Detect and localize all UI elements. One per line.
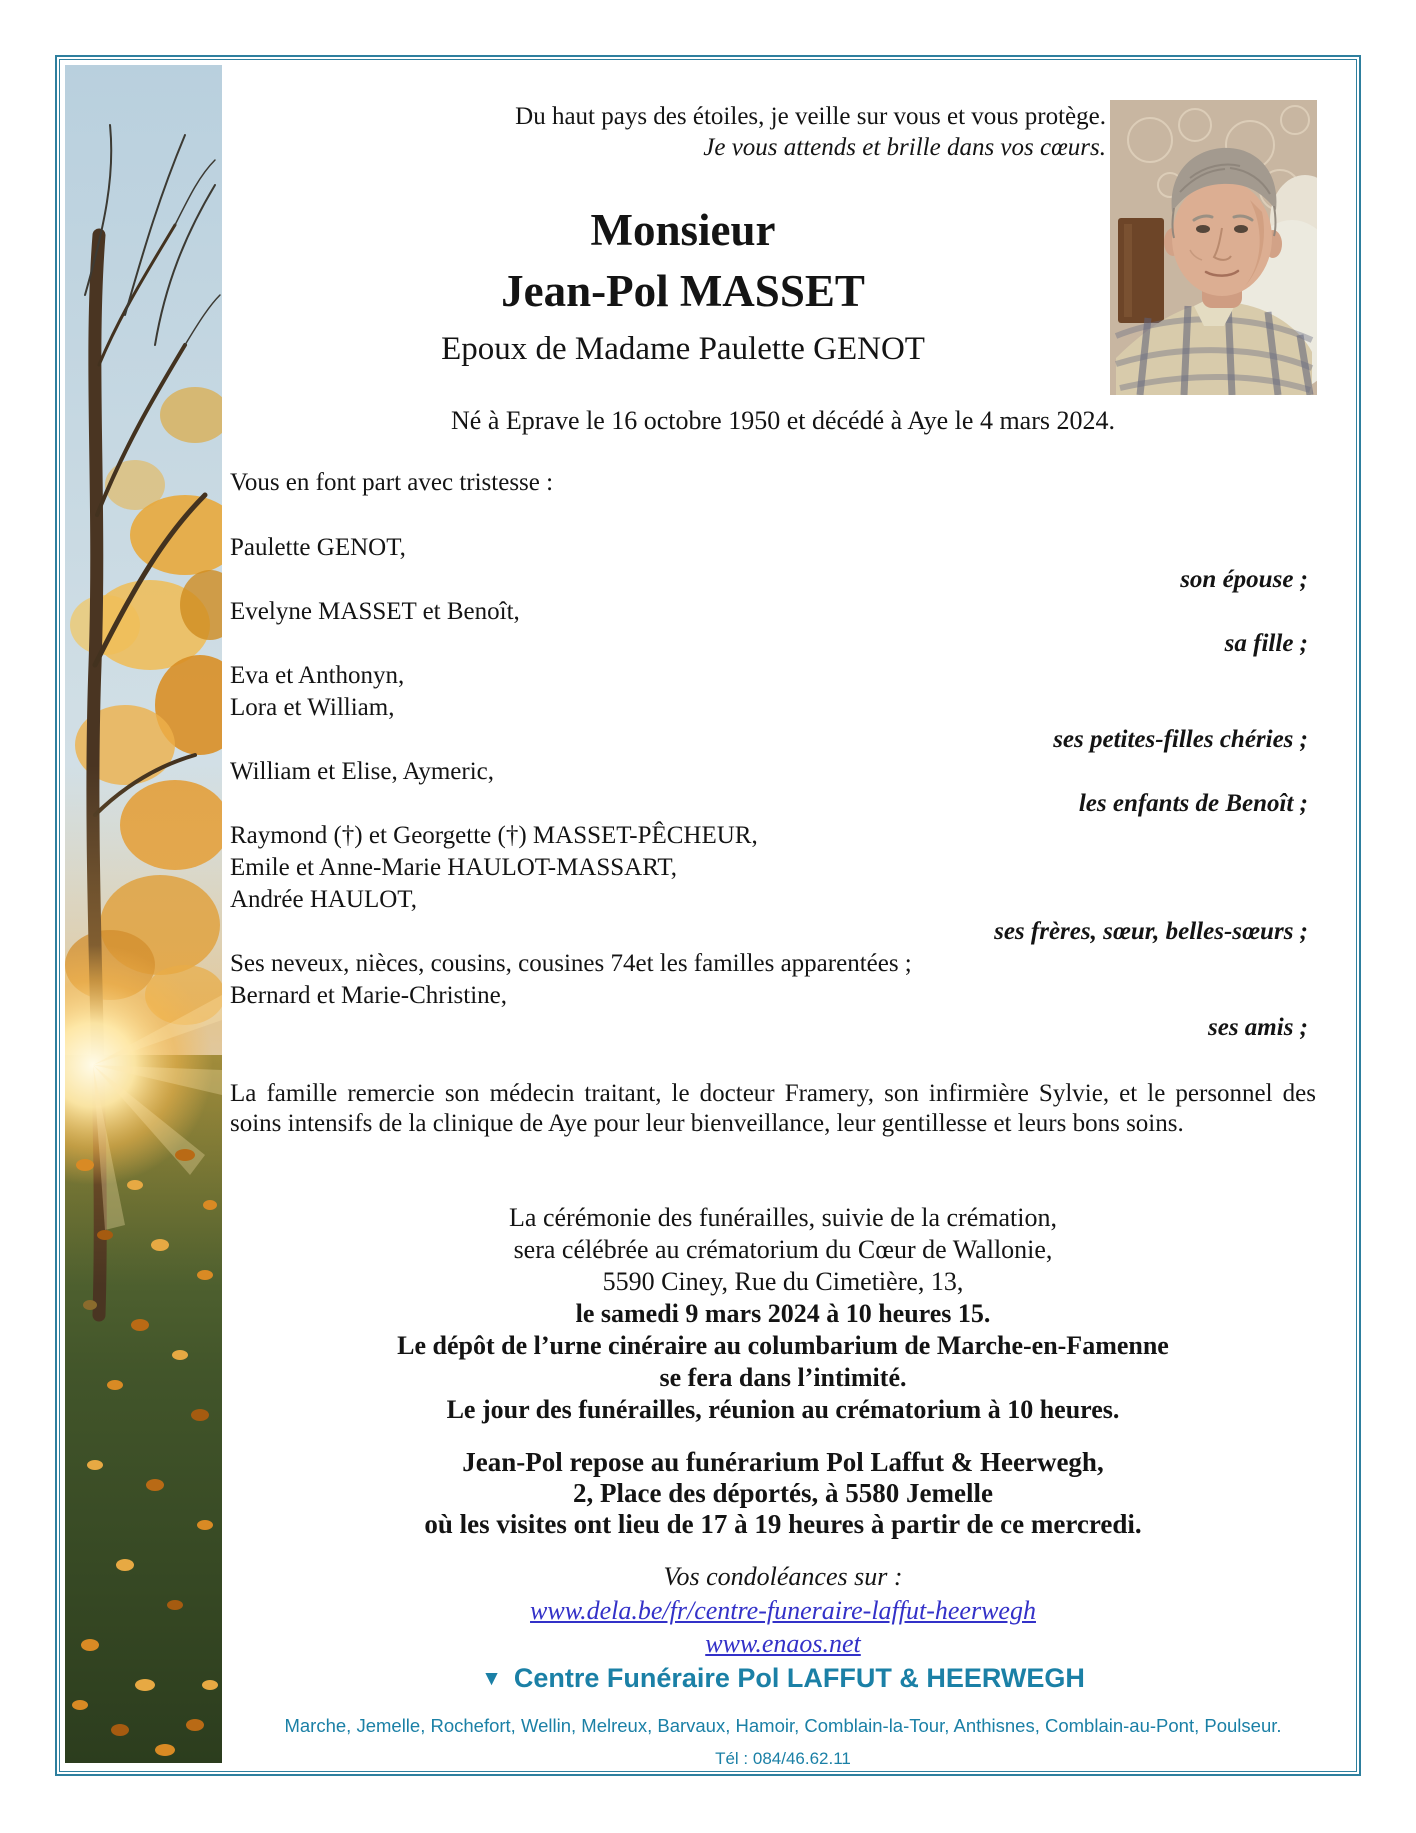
title-block xyxy=(222,200,1144,372)
funeral-home-phone: Tél : 084/46.62.11 xyxy=(715,1749,851,1768)
repose-line: où les visites ont lieu de 17 à 19 heures à partir de ce mercredi. xyxy=(424,1509,1142,1539)
funeral-home-name-line xyxy=(222,1662,1344,1695)
family-member: William et Elise, Aymeric, xyxy=(230,758,494,785)
ceremony-line: se fera dans l’intimité. xyxy=(659,1363,907,1392)
funeral-home-footer xyxy=(222,1662,1344,1769)
autumn-tree-photo xyxy=(65,65,222,1763)
family-member: Emile et Anne-Marie HAULOT-MASSART, xyxy=(230,854,678,881)
spouse-line: Epoux de Madame Paulette GENOT xyxy=(441,331,925,367)
family-member: Evelyne MASSET et Benoît, xyxy=(230,598,520,625)
condolences-section xyxy=(222,1560,1344,1660)
repose-line: Jean-Pol repose au funérarium Pol Laffut & Heerwegh, xyxy=(462,1447,1104,1477)
family-member: Raymond (†) et Georgette (†) MASSET-PÊCHEUR, xyxy=(230,822,758,849)
thanks-paragraph: La famille remercie son médecin traitant, le docteur Framery, son infirmière Sylvie, et le personnel des soins intensifs de la clinique de Aye pour leur bienveillance, leur gentillesse et leurs bons soins. xyxy=(230,1080,1316,1137)
funeral-home-name: Centre Funéraire Pol LAFFUT & HEERWEGH xyxy=(513,1663,1085,1693)
family-member: Andrée HAULOT, xyxy=(230,886,417,913)
ceremony-line: sera célébrée au crématorium du Cœur de Wallonie, xyxy=(513,1235,1053,1264)
family-member: Ses neveux, nièces, cousins, cousines 74et les familles apparentées ; xyxy=(230,950,912,977)
ceremony-line: La cérémonie des funérailles, suivie de la crémation, xyxy=(509,1203,1057,1232)
family-list xyxy=(222,532,1308,1044)
ceremony-line: Le dépôt de l’urne cinéraire au columbarium de Marche-en-Famenne xyxy=(397,1331,1169,1360)
relation-label: son épouse ; xyxy=(1180,566,1308,593)
epitaph-quote xyxy=(222,101,1106,163)
down-triangle-icon: ▼ xyxy=(481,1667,502,1690)
relation-label: ses petites-filles chéries ; xyxy=(1053,726,1308,753)
family-member: Eva et Anthonyn, xyxy=(230,662,405,689)
ceremony-line: 5590 Ciney, Rue du Cimetière, 13, xyxy=(602,1267,964,1296)
condolences-link-dela[interactable]: www.dela.be/fr/centre-funeraire-laffut-heerwegh xyxy=(530,1596,1036,1625)
family-member: Lora et William, xyxy=(230,694,395,721)
title-prefix: Monsieur xyxy=(590,205,776,255)
relation-label: sa fille ; xyxy=(1224,630,1308,657)
ceremony-line: Le jour des funérailles, réunion au crématorium à 10 heures. xyxy=(446,1395,1120,1424)
epitaph-line-2: Je vous attends et brille dans vos cœurs. xyxy=(703,134,1106,161)
birth-death-line: Né à Eprave le 16 octobre 1950 et décédé à Aye le 4 mars 2024. xyxy=(451,406,1115,435)
ceremony-details xyxy=(222,1202,1344,1426)
relation-label: les enfants de Benoît ; xyxy=(1078,790,1308,817)
relation-label: ses amis ; xyxy=(1208,1014,1308,1041)
condolences-link-enaos[interactable]: www.enaos.net xyxy=(705,1629,861,1658)
announcement-intro: Vous en font part avec tristesse : xyxy=(230,469,554,496)
repose-line: 2, Place des déportés, à 5580 Jemelle xyxy=(573,1478,993,1508)
relation-label: ses frères, sœur, belles-sœurs ; xyxy=(994,918,1308,945)
family-member: Bernard et Marie-Christine, xyxy=(230,982,507,1009)
epitaph-line-1: Du haut pays des étoiles, je veille sur vous et vous protège. xyxy=(515,103,1106,130)
deceased-name: Jean-Pol MASSET xyxy=(501,266,865,316)
condolences-label: Vos condoléances sur : xyxy=(663,1562,903,1591)
family-member: Paulette GENOT, xyxy=(230,534,406,561)
ceremony-date-line: le samedi 9 mars 2024 à 10 heures 15. xyxy=(575,1299,991,1328)
funeral-home-locations: Marche, Jemelle, Rochefort, Wellin, Melreux, Barvaux, Hamoir, Comblain-la-Tour, Anthisnes, Comblain-au-Pont, Poulseur. xyxy=(284,1715,1282,1736)
repose-details xyxy=(222,1447,1344,1540)
